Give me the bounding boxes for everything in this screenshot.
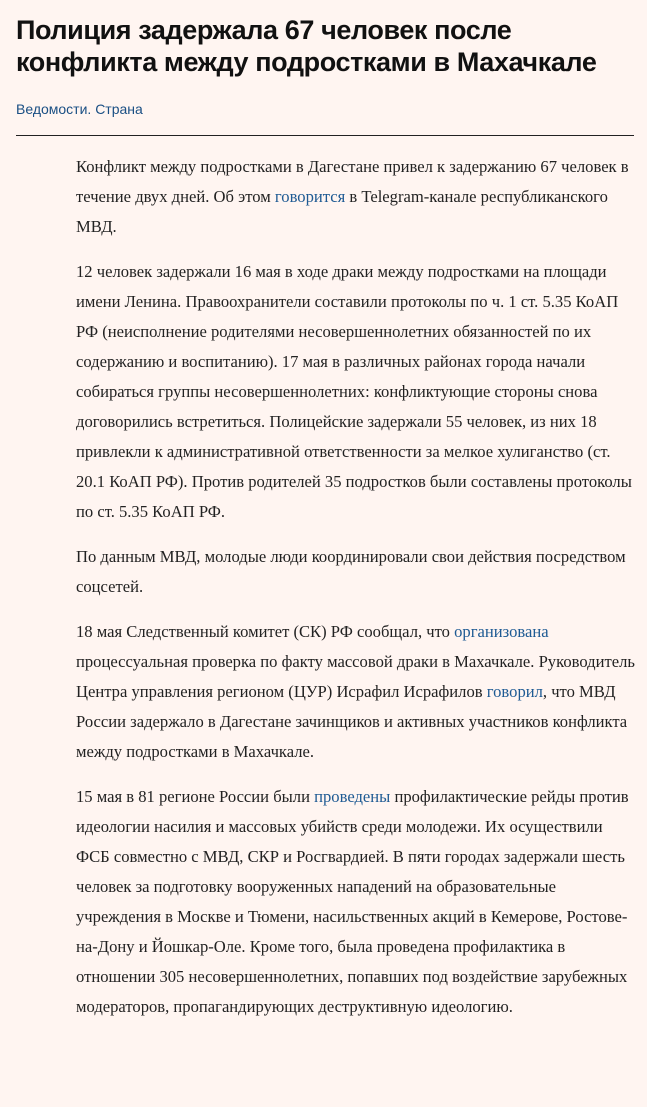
paragraph-text: , что МВД России задержало в Дагестане зачинщиков и активных участников конфликта между подростками в Махачкале. bbox=[76, 682, 628, 761]
paragraph-text: 18 мая Следственный комитет (СК) РФ сообщал, что bbox=[76, 622, 455, 641]
paragraph-text: 15 мая в 81 регионе России были bbox=[76, 787, 315, 806]
paragraph-text: Конфликт между подростками в Дагестане привел к задержанию 67 человек в течение двух дней. Об этом bbox=[76, 157, 629, 206]
article-paragraph bbox=[76, 617, 636, 767]
inline-link[interactable]: проведены bbox=[314, 787, 391, 806]
article-paragraph bbox=[76, 782, 636, 1022]
article-paragraph bbox=[76, 542, 636, 602]
article-headline: Полиция задержала 67 человек после конфликта между подростками в Махачкале bbox=[16, 15, 597, 77]
paragraph-text: в Telegram-канале республиканского МВД. bbox=[76, 187, 608, 236]
inline-link[interactable]: организована bbox=[454, 622, 549, 641]
paragraph-text: 12 человек задержали 16 мая в ходе драки между подростками на площади имени Ленина. Правоохранители составили протоколы по ч. 1 ст. 5.35 КоАП РФ (неисполнение родителями несовершеннолетних обязанностей по их содержанию и воспитанию). 17 мая в различных районах города начали собираться группы несовершеннолетних: конфликтующие стороны снова договорились встретиться. Полицейские задержали 55 человек, из них 18 привлекли к административной ответственности за мелкое хулиганство (ст. 20.1 КоАП РФ). Против родителей 35 подростков были составлены протоколы по ст. 5.35 КоАП РФ. bbox=[76, 262, 632, 521]
inline-link[interactable]: говорил bbox=[486, 682, 543, 701]
paragraph-text: По данным МВД, молодые люди координировали свои действия посредством соцсетей. bbox=[76, 547, 626, 596]
article-paragraph bbox=[76, 257, 636, 527]
paragraph-text: процессуальная проверка по факту массовой драки в Махачкале. Руководитель Центра управления регионом (ЦУР) Исрафил Исрафилов bbox=[76, 652, 635, 701]
source-link[interactable]: Ведомости. Страна bbox=[16, 101, 143, 117]
article-paragraph bbox=[76, 152, 636, 242]
paragraph-text: профилактические рейды против идеологии насилия и массовых убийств среди молодежи. Их осуществили ФСБ совместно с МВД, СКР и Росгвардией. В пяти городах задержали шесть человек за подготовку вооруженных нападений на образовательные учреждения в Москве и Тюмени, насильственных акций в Кемерове, Ростове-на-Дону и Йошкар-Оле. Кроме того, была проведена профилактика в отношении 305 несовершеннолетних, попавших под воздействие зарубежных модераторов, пропагандирующих деструктивную идеологию. bbox=[76, 787, 629, 1016]
header-divider bbox=[16, 135, 634, 136]
inline-link[interactable]: говорится bbox=[274, 187, 346, 206]
article-body bbox=[76, 152, 636, 1037]
